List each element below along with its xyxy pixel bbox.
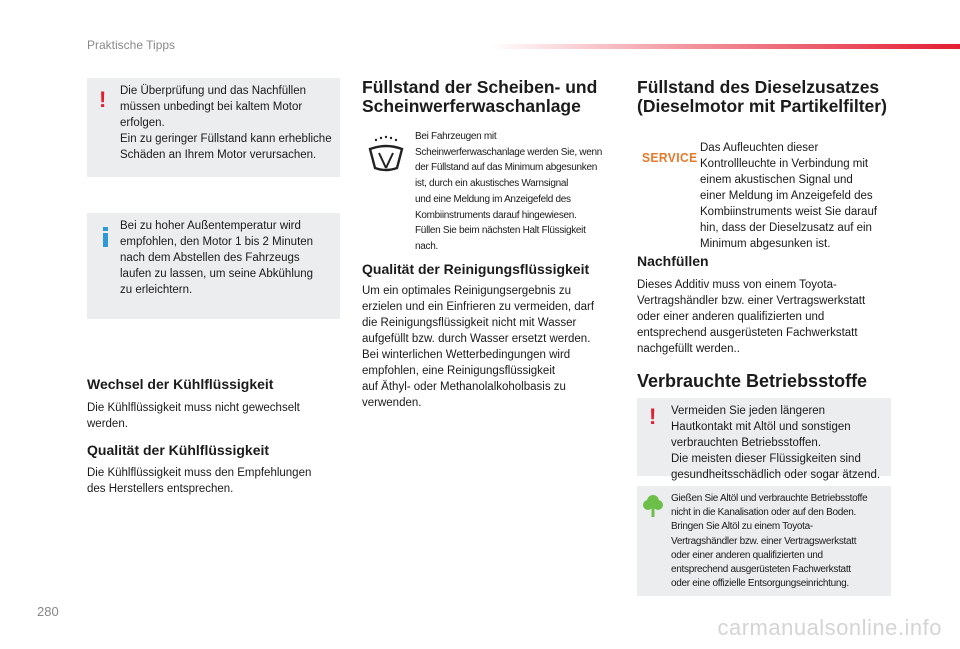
header-accent-bar [490,44,960,49]
heading-used-fluids: Verbrauchte Betriebsstoffe [637,371,868,391]
eco-box-disposal [637,486,891,596]
coolant-quality-text: Die Kühlflüssigkeit muss den Empfehlungen des Herstellers entsprechen. [87,467,312,495]
washer-warning-text: Bei Fahrzeugen mit Scheinwerferwaschanlage werden Sie, wenn der Füllstand auf das Minimum abgesunken ist, durch ein akustisches Warnsignal und eine Meldung im Anzeigefeld des Kombiinstruments darauf hingewiesen. Füllen Sie beim nächsten Halt Flüssigkeit nach. [415,131,603,252]
service-light-text: Das Aufleuchten dieser Kontrollleuchte in Verbindung mit einem akustischen Signal und einer Meldung im Anzeigefeld des Kombiinstruments weist Sie darauf hin, dass der Dieselzusatz auf ein Minimum abgesunken ist. [700,142,878,250]
heading-washer-level: Füllstand der Scheiben- und Scheinwerferwaschanlage [362,77,598,116]
page-number: 280 [37,604,59,619]
windshield-washer-icon [366,135,406,175]
section-header: Praktische Tipps [87,38,176,52]
service-warning-icon: SERVICE [642,150,698,165]
coolant-change-text: Die Kühlflüssigkeit muss nicht gewechselt werden. [87,402,300,430]
fluid-quality-text: Um ein optimales Reinigungsergebnis zu erzielen und ein Einfrieren zu vermeiden, darf die Reinigungsflüssigkeit nicht mit Wasser aufgefüllt bzw. durch Wasser ersetzt werden. Bei winterlichen Wetterbedingungen wird empfohlen, eine Reinigungsflüssigkeit auf Äthyl- oder Methanolalkoholbasis zu verwenden. [362,285,595,409]
heading-fluid-quality: Qualität der Reinigungsflüssigkeit [362,261,590,277]
refill-text: Dieses Additiv muss von einem Toyota- Vertragshändler bzw. einer Vertragswerkstatt oder einer anderen qualifizierten und entsprechend ausgerüsteten Fachwerkstatt nachgefüllt werden.. [637,279,866,355]
info-box-cooldown [87,213,340,319]
watermark: carmanualsonline.info [717,615,942,640]
warning-box-cold-engine [87,78,340,177]
heading-diesel-additive: Füllstand des Dieselzusatzes (Dieselmotor mit Partikelfilter) [637,77,887,116]
info-box-text: Bei zu hoher Außentemperatur wird empfohlen, den Motor 1 bis 2 Minuten nach dem Abstellen des Fahrzeugs laufen zu lassen, um seine Abkühlung zu erleichtern. [120,220,314,296]
warning-box-skin-contact [637,398,891,481]
info-icon [101,227,111,247]
disposal-text: Gießen Sie Altöl und verbrauchte Betriebsstoffe nicht in die Kanalisation oder auf den Boden. Bringen Sie Altöl zu einem Toyota- Vertragshändler bzw. einer Vertragswerkstatt oder einer anderen qualifizierten und entsprechend ausgerüsteten Fachwerkstatt oder eine offizielle Entsorgungseinrichtung. [671,493,868,590]
warning-box-text: Die Überprüfung und das Nachfüllen müssen unbedingt bei kaltem Motor erfolgen. Ein zu geringer Füllstand kann erhebliche Schäden an Ihrem Motor verursachen. [120,85,332,161]
skin-contact-warning-text: Vermeiden Sie jeden längeren Hautkontakt mit Altöl und sonstigen verbrauchten Betriebsstoffen. Die meisten dieser Flüssigkeiten sind gesundheitsschädlich oder sogar ätzend. [671,405,881,481]
heading-coolant-change: Wechsel der Kühlflüssigkeit [87,376,274,392]
tree-eco-icon [643,494,663,518]
heading-refill: Nachfüllen [637,253,709,269]
warning-exclamation-icon: ! [649,404,657,429]
heading-coolant-quality: Qualität der Kühlflüssigkeit [87,442,270,458]
warning-exclamation-icon: ! [99,87,107,112]
